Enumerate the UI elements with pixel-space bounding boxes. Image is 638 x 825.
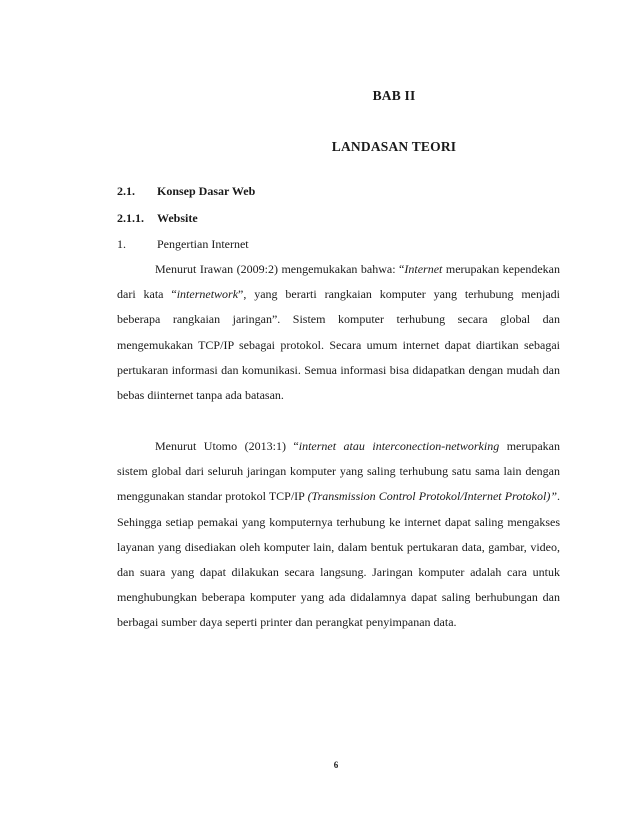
paragraph-emphasis: internet atau interconection-networking [298,439,500,453]
chapter-title: LANDASAN TEORI [331,139,457,154]
paragraph-irawan [117,257,560,408]
section-title: Konsep Dasar Web [157,184,256,198]
list-item-number: 1. [117,237,126,251]
paragraph-emphasis: (Transmission Control Protokol/Internet Protokol)” [307,489,557,504]
paragraph-emphasis: Internet [404,262,443,276]
list-item-title: Pengertian Internet [157,237,249,251]
section-number: 2.1. [117,184,135,198]
paragraph-emphasis: internetwork [176,287,239,302]
paragraph-text: ”, yang berarti rangkaian komputer yang terhubung menjadi beberapa rangkaian jaringan”. Sistem komputer terhubung secara global dan mengemukakan TCP/IP sebagai protokol. Secara umum internet dapat diartikan sebagai pertukaran informasi dan komunikasi. Semua informasi bisa didapatkan dengan mudah dan bebas diinternet tanpa ada batasan. [117,287,560,403]
page-number: 6 [333,760,339,770]
paragraph-text: . Sehingga setiap pemakai yang komputernya terhubung ke internet dapat saling mengakses layanan yang disediakan oleh komputer lain, dalam bentuk pertukaran data, gambar, video, dan suara yang dapat dilakukan secara langsung. Jaringan komputer adalah cara untuk menghubungkan beberapa komputer yang ada didalamnya dapat saling berhubungan dan berbagai sumber daya seperti printer dan perangkat penyimpanan data. [117,489,560,630]
paragraph-utomo [117,434,560,636]
paragraph-text: merupakan sistem global dari seluruh jaringan komputer yang saling terhubung satu sama lain dengan menggunakan standar protokol TCP/IP [117,439,561,504]
subsection-title: Website [157,211,198,225]
chapter-label: BAB II [372,88,416,103]
subsection-number: 2.1.1. [117,211,144,225]
paragraph-text: merupakan kependekan dari kata “ [117,262,560,302]
paragraph-text: Menurut Irawan (2009:2) mengemukakan bahwa: “ [155,262,405,276]
paragraph-text: Menurut Utomo (2013:1) “ [155,439,299,453]
